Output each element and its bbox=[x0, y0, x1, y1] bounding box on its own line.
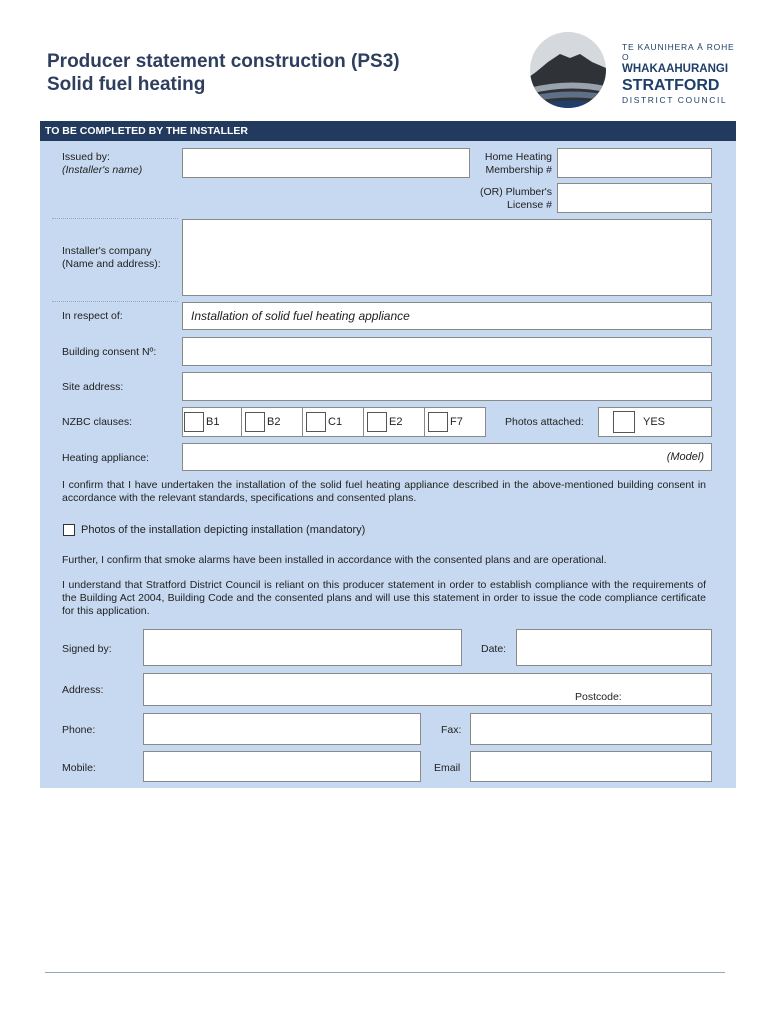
site-address-input[interactable] bbox=[182, 372, 712, 401]
page-title bbox=[47, 50, 400, 96]
home-heating-label-line2: Membership # bbox=[485, 164, 552, 176]
home-heating-label bbox=[470, 151, 552, 177]
photos-mandatory-checkbox[interactable] bbox=[63, 524, 75, 536]
heating-appliance-label: Heating appliance: bbox=[62, 452, 149, 464]
plumber-license-label bbox=[460, 186, 552, 212]
installer-name-input[interactable] bbox=[182, 148, 470, 178]
home-heating-membership-input[interactable] bbox=[557, 148, 712, 178]
section-header: TO BE COMPLETED BY THE INSTALLER bbox=[40, 121, 736, 141]
in-respect-input[interactable]: Installation of solid fuel heating appliance bbox=[182, 302, 712, 330]
row-divider bbox=[52, 301, 178, 302]
logo-text bbox=[622, 42, 742, 105]
address-label: Address: bbox=[62, 684, 104, 696]
title-line-1: Producer statement construction (PS3) bbox=[47, 51, 400, 72]
mountain-logo-icon bbox=[522, 32, 614, 112]
clause-divider bbox=[302, 408, 303, 436]
model-hint: (Model) bbox=[666, 451, 704, 463]
postcode-label: Postcode: bbox=[575, 691, 622, 703]
phone-label: Phone: bbox=[62, 724, 96, 736]
issued-by-label-line2: (Installer's name) bbox=[62, 164, 143, 176]
nzbc-b1-label: B1 bbox=[206, 416, 220, 428]
phone-input[interactable] bbox=[143, 713, 421, 745]
photos-attached-yes-checkbox[interactable] bbox=[613, 411, 635, 433]
signed-by-input[interactable] bbox=[143, 629, 462, 666]
building-consent-input[interactable] bbox=[182, 337, 712, 366]
mobile-input[interactable] bbox=[143, 751, 421, 782]
fax-input[interactable] bbox=[470, 713, 712, 745]
title-line-2: Solid fuel heating bbox=[47, 74, 206, 95]
company-label bbox=[62, 245, 161, 271]
issued-by-label bbox=[62, 151, 142, 177]
nzbc-c1-label: C1 bbox=[328, 416, 343, 428]
date-label: Date: bbox=[481, 643, 507, 655]
nzbc-c1-checkbox[interactable] bbox=[306, 412, 326, 432]
email-input[interactable] bbox=[470, 751, 712, 782]
signed-by-label: Signed by: bbox=[62, 643, 112, 655]
mobile-label: Mobile: bbox=[62, 762, 96, 774]
building-consent-label: Building consent Nº: bbox=[62, 346, 157, 358]
photos-mandatory-label: Photos of the installation depicting installation (mandatory) bbox=[81, 524, 366, 536]
clause-divider bbox=[241, 408, 242, 436]
council-logo bbox=[522, 32, 742, 112]
issued-by-label-line1: Issued by: bbox=[62, 151, 110, 163]
logo-line-4: DISTRICT COUNCIL bbox=[622, 95, 728, 105]
home-heating-label-line1: Home Heating bbox=[484, 151, 552, 163]
logo-line-3: STRATFORD bbox=[622, 77, 720, 94]
site-address-label: Site address: bbox=[62, 381, 124, 393]
date-input[interactable] bbox=[516, 629, 712, 666]
heating-appliance-input[interactable] bbox=[182, 443, 712, 471]
nzbc-b2-checkbox[interactable] bbox=[245, 412, 265, 432]
nzbc-f7-label: F7 bbox=[450, 416, 463, 428]
company-label-line2: (Name and address): bbox=[62, 258, 161, 270]
nzbc-label: NZBC clauses: bbox=[62, 416, 133, 428]
photos-attached-label: Photos attached: bbox=[505, 416, 584, 428]
clause-divider bbox=[363, 408, 364, 436]
nzbc-b1-checkbox[interactable] bbox=[184, 412, 204, 432]
fax-label: Fax: bbox=[441, 724, 462, 736]
logo-line-1: TE KAUNIHERA Ā ROHE O bbox=[622, 42, 735, 62]
reliance-statement: I understand that Stratford District Council is reliant on this producer statement in order to establish compliance with the requirements of the Building Act 2004, Building Code and the consented plans and will use this statement in order to issue the code compliance certificate for this application. bbox=[62, 579, 706, 617]
in-respect-label: In respect of: bbox=[62, 310, 123, 322]
footer-rule bbox=[45, 972, 725, 973]
plumber-license-input[interactable] bbox=[557, 183, 712, 213]
plumber-label-line2: License # bbox=[507, 199, 552, 211]
row-divider bbox=[52, 218, 178, 219]
nzbc-e2-checkbox[interactable] bbox=[367, 412, 387, 432]
clause-divider bbox=[424, 408, 425, 436]
email-label: Email bbox=[434, 762, 461, 774]
nzbc-e2-label: E2 bbox=[389, 416, 403, 428]
photos-yes-label: YES bbox=[643, 416, 666, 428]
confirm-statement: I confirm that I have undertaken the installation of the solid fuel heating appliance described in the above-mentioned building consent in accordance with the relevant standards, specifications and consented plans. bbox=[62, 479, 706, 504]
nzbc-f7-checkbox[interactable] bbox=[428, 412, 448, 432]
plumber-label-line1: (OR) Plumber's bbox=[479, 186, 552, 198]
nzbc-b2-label: B2 bbox=[267, 416, 281, 428]
installer-company-input[interactable] bbox=[182, 219, 712, 296]
company-label-line1: Installer's company bbox=[62, 245, 152, 257]
smoke-alarm-statement: Further, I confirm that smoke alarms have been installed in accordance with the consented plans and are operational. bbox=[62, 554, 607, 566]
address-input[interactable] bbox=[143, 673, 712, 706]
logo-line-2: WHAKAAHURANGI bbox=[622, 63, 729, 75]
